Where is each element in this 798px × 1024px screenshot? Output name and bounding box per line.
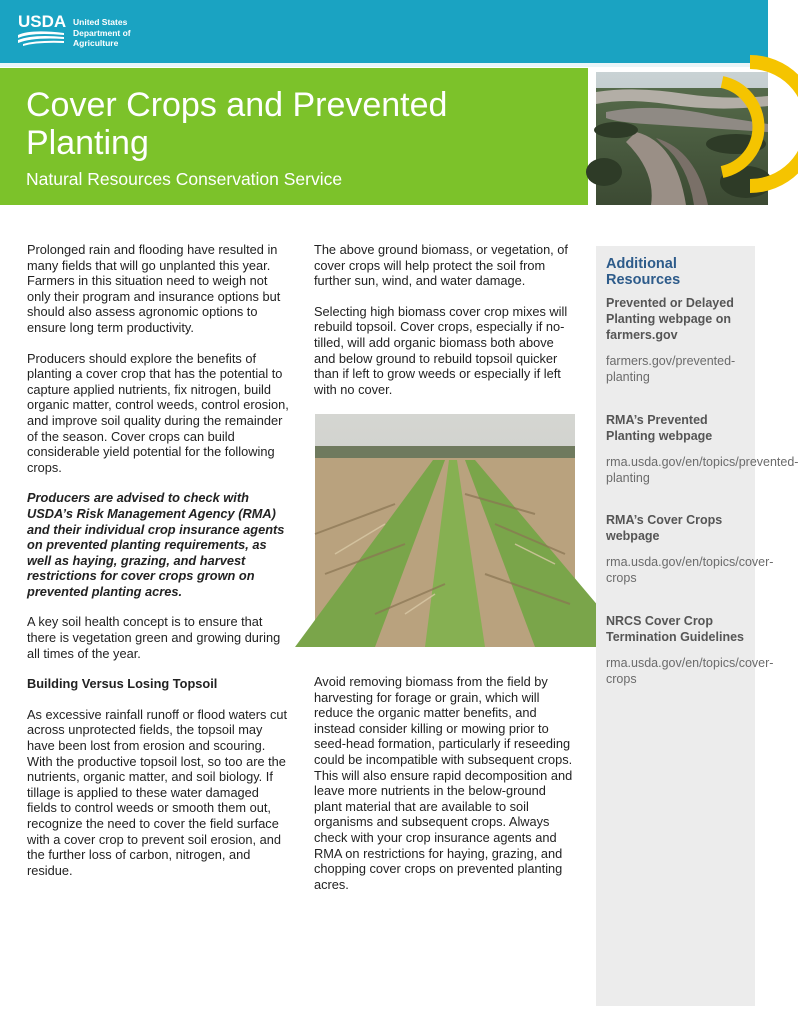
- high-biomass-paragraph: Selecting high biomass cover crop mixes will rebuild topsoil. Cover crops, especially if no-tilled, will add organic biomass both above and below ground to rebuild topsoil quicker than if left to grow weeds or especially if left with no cover.: [314, 303, 568, 397]
- biomass-paragraph: The above ground biomass, or vegetation, of cover crops will help protect the soil from further sun, wind, and water damage.: [314, 242, 568, 289]
- page-title: Cover Crops and Prevented Planting: [26, 86, 448, 162]
- agency-line-3: Agriculture: [73, 38, 119, 48]
- benefits-paragraph: Producers should explore the benefits of planting a cover crop that has the potential to capture applied nutrients, fix nitrogen, build organic matter, control weeds, control erosion, and improve soil quality during the remainder of the season. Cover crops can build considerable yield potential for the following crops.: [27, 350, 289, 475]
- avoid-removing-paragraph: Avoid removing biomass from the field by harvesting for forage or grain, which will reduce the organic matter benefits, and instead consider killing or mowing prior to seed-head formation, particularly if reseeding could be incompatible with subsequent crops. This will also ensure rapid decomposition and leave more nutrients in the below-ground plant material that are available to soil organisms and subsequent crops. Always check with your crop insurance agents and RMA on restrictions for haying, grazing, and chopping cover crops on prevented planting acres.: [314, 674, 573, 892]
- resource-link[interactable]: rma.usda.gov/en/topics/prevented-planting: [606, 455, 798, 485]
- resource-link[interactable]: rma.usda.gov/en/topics/cover-crops: [606, 656, 774, 686]
- resource-item-rma-prevented-planting: [606, 412, 798, 486]
- intro-paragraph: Prolonged rain and flooding have resulted in many fields that will go unplanted this year. Farmers in this situation need to weigh not only their program and insurance options but should also assess agronomic options to ensure long term productivity.: [27, 242, 281, 335]
- header-divider: [0, 63, 768, 67]
- resource-heading: Prevented or Delayed Planting webpage on farmers.gov: [606, 296, 734, 342]
- resource-item-rma-cover-crops: [606, 512, 774, 586]
- cover-crop-field-photo: [315, 414, 575, 647]
- usda-agency-name: [73, 17, 163, 49]
- page-subtitle: Natural Resources Conservation Service: [26, 169, 343, 189]
- usda-logo-text: USDA: [18, 12, 67, 31]
- resource-heading: RMA’s Prevented Planting webpage: [606, 413, 713, 443]
- agency-line-1: United States: [73, 17, 128, 27]
- section-heading-topsoil: Building Versus Losing Topsoil: [27, 676, 218, 692]
- topsoil-paragraph: As excessive rainfall runoff or flood waters cut across unprotected fields, the topsoil may have been lost from erosion and scouring. With the productive topsoil lost, so too are the nutrients, organic matter, and soil biology. If tillage is applied to these water damaged fields to control weeds or smooth them out, recognize the need to cover the field surface with a cover crop to prevent soil erosion, and the further loss of carbon, nitrogen, and residue.: [27, 706, 288, 878]
- main-column-right-bottom: [314, 674, 576, 892]
- rma-advisory-paragraph: Producers are advised to check with USDA’s Risk Management Agency (RMA) and their individual crop insurance agents on prevented planting requirements, as well as haying, grazing, and harvest restrictions for cover crops grown on prevented planting acres.: [27, 490, 285, 599]
- main-column-left: [27, 242, 289, 878]
- resource-heading: NRCS Cover Crop Termination Guidelines: [606, 614, 744, 644]
- agency-line-2: Department of: [73, 27, 131, 38]
- usda-logo-icon[interactable]: [17, 11, 65, 47]
- flooded-field-aerial-photo: [596, 72, 768, 205]
- main-column-right-top: [314, 242, 576, 412]
- resource-link[interactable]: farmers.gov/prevented-planting: [606, 354, 736, 384]
- resource-link[interactable]: rma.usda.gov/en/topics/cover-crops: [606, 555, 774, 585]
- resource-heading: RMA’s Cover Crops webpage: [606, 513, 723, 543]
- soil-health-paragraph: A key soil health concept is to ensure that there is vegetation green and growing during all times of the year.: [27, 614, 281, 661]
- resource-item-nrcs-termination: [606, 613, 774, 687]
- sidebar-title: Additional Resources: [606, 256, 681, 288]
- resource-item-farmers-gov: [606, 295, 751, 385]
